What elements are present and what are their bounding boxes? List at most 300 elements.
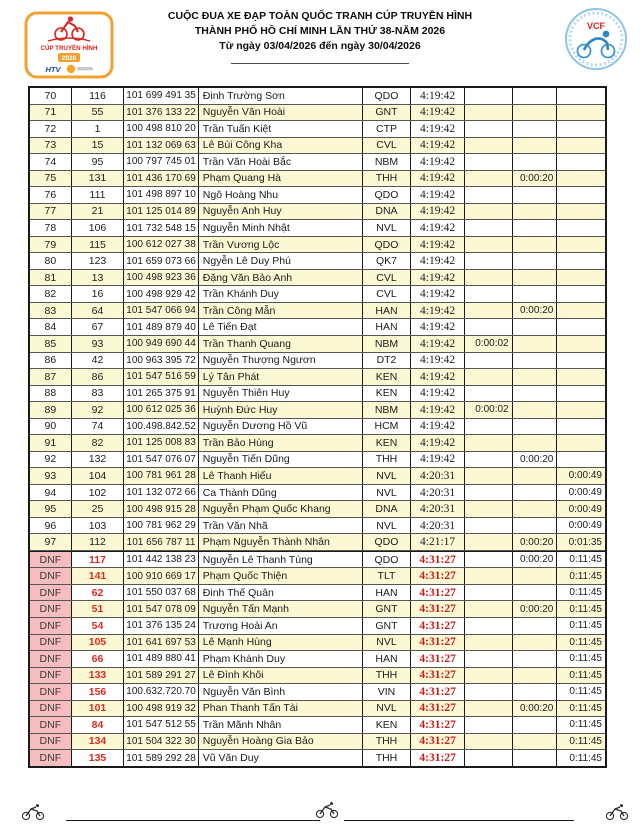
rank-cell: 78 bbox=[30, 220, 72, 236]
gap-total-cell: 0:11:45 bbox=[569, 719, 602, 731]
gap-bonus-cell bbox=[465, 353, 513, 369]
rank-cell: 83 bbox=[30, 303, 72, 319]
uci-id-cell: 101 659 073 66 bbox=[124, 253, 198, 269]
rank-cell: DNF bbox=[30, 601, 72, 617]
team-cell: DT2 bbox=[363, 353, 412, 369]
gap-penalty-cell bbox=[513, 336, 558, 352]
bib-cell: 101 bbox=[72, 701, 125, 717]
bib-cell: 51 bbox=[72, 601, 125, 617]
team-cell: CVL bbox=[363, 286, 412, 302]
uci-id-cell: 100 949 690 44 bbox=[124, 336, 198, 352]
gap-total-cell bbox=[557, 138, 605, 154]
rank-cell: 77 bbox=[30, 204, 72, 220]
uci-id-cell: 100 498 923 36 bbox=[124, 270, 198, 286]
gap-total-cell bbox=[557, 187, 605, 203]
uci-id-cell: 100 612 025 36 bbox=[124, 402, 198, 418]
rank-cell: DNF bbox=[30, 717, 72, 733]
table-row bbox=[30, 684, 605, 701]
gap-penalty-cell bbox=[513, 204, 558, 220]
gap-bonus-cell: 0:00:02 bbox=[465, 336, 513, 352]
name-cell: Trương Hoài An bbox=[199, 618, 363, 634]
gap-bonus-cell bbox=[465, 701, 513, 717]
table-row bbox=[30, 701, 605, 718]
gap-penalty-cell bbox=[513, 88, 558, 104]
gap-total-cell bbox=[557, 105, 605, 121]
gap-bonus-cell bbox=[465, 303, 513, 319]
gap-total-cell: 0:11:45 bbox=[569, 636, 602, 648]
time-cell: 4:31:27 bbox=[411, 717, 465, 733]
time-cell: 4:19:42 bbox=[411, 105, 465, 121]
bib-cell: 13 bbox=[72, 270, 125, 286]
rank-cell: 92 bbox=[30, 452, 72, 468]
gap-bonus-cell bbox=[465, 187, 513, 203]
rank-cell: DNF bbox=[30, 734, 72, 750]
cyclist-icon bbox=[314, 801, 340, 819]
gap-bonus-cell bbox=[465, 105, 513, 121]
table-row bbox=[30, 750, 605, 766]
gap-bonus-cell bbox=[465, 253, 513, 269]
gap-total-cell bbox=[557, 204, 605, 220]
time-cell: 4:20:31 bbox=[411, 518, 465, 534]
time-cell: 4:31:27 bbox=[411, 635, 465, 651]
time-cell: 4:19:42 bbox=[411, 220, 465, 236]
gap-total-cell: 0:11:45 bbox=[569, 735, 602, 747]
table-row bbox=[30, 369, 605, 386]
rank-cell: 97 bbox=[30, 534, 72, 550]
time-cell: 4:19:42 bbox=[411, 286, 465, 302]
team-cell: DNA bbox=[363, 501, 412, 517]
team-cell: QDO bbox=[363, 552, 412, 568]
uci-id-cell: 101 550 037 68 bbox=[124, 585, 198, 601]
table-row bbox=[30, 501, 605, 518]
gap-penalty-cell bbox=[513, 419, 558, 435]
bib-cell: 156 bbox=[72, 684, 125, 700]
bib-cell: 83 bbox=[72, 386, 125, 402]
gap-penalty-cell bbox=[513, 121, 558, 137]
gap-total-cell bbox=[557, 435, 605, 451]
team-cell: NBM bbox=[363, 154, 412, 170]
name-cell: Phạm Khánh Duy bbox=[199, 651, 363, 667]
team-cell: NVL bbox=[363, 220, 412, 236]
time-cell: 4:31:27 bbox=[411, 601, 465, 617]
name-cell: Trần Tuấn Kiệt bbox=[199, 121, 363, 137]
name-cell: Nguyễn Minh Nhật bbox=[199, 220, 363, 236]
uci-id-cell: 100 797 745 01 bbox=[124, 154, 198, 170]
team-cell: KEN bbox=[363, 435, 412, 451]
bib-cell: 131 bbox=[72, 171, 125, 187]
gap-total-cell: 0:00:49 bbox=[568, 487, 602, 499]
gap-total-cell: 0:11:45 bbox=[569, 686, 602, 698]
gap-penalty-cell: 0:00:20 bbox=[513, 601, 558, 617]
time-cell: 4:19:42 bbox=[411, 154, 465, 170]
gap-penalty-cell: 0:00:20 bbox=[513, 552, 558, 568]
uci-id-cell: 101 265 375 91 bbox=[124, 386, 198, 402]
table-row bbox=[30, 402, 605, 419]
team-cell: NBM bbox=[363, 402, 412, 418]
rank-cell: 80 bbox=[30, 253, 72, 269]
team-cell: VIN bbox=[363, 684, 412, 700]
name-cell: Trần Thanh Quang bbox=[199, 336, 363, 352]
uci-id-cell: 101 699 491 35 bbox=[124, 88, 198, 104]
rank-cell: 85 bbox=[30, 336, 72, 352]
time-cell: 4:19:42 bbox=[411, 138, 465, 154]
gap-total-cell: 0:11:45 bbox=[569, 653, 602, 665]
team-cell: GNT bbox=[363, 105, 412, 121]
gap-bonus-cell bbox=[465, 501, 513, 517]
gap-bonus-cell bbox=[465, 452, 513, 468]
name-cell: Ngyễn Lê Duy Phú bbox=[199, 253, 363, 269]
time-cell: 4:20:31 bbox=[411, 468, 465, 484]
table-row bbox=[30, 237, 605, 254]
uci-id-cell: 100 910 669 17 bbox=[124, 568, 198, 584]
gap-bonus-cell bbox=[465, 534, 513, 550]
gap-penalty-cell bbox=[513, 585, 558, 601]
team-cell: KEN bbox=[363, 386, 412, 402]
gap-total-cell: 0:11:45 bbox=[569, 603, 602, 615]
name-cell: Lê Bùi Công Kha bbox=[199, 138, 363, 154]
gap-total-cell: 0:11:45 bbox=[569, 587, 602, 599]
gap-total-cell: 0:11:45 bbox=[569, 752, 602, 764]
table-row bbox=[30, 286, 605, 303]
uci-id-cell: 101 125 014 89 bbox=[124, 204, 198, 220]
gap-total-cell: 0:00:49 bbox=[568, 503, 602, 515]
name-cell: Huỳnh Đức Huy bbox=[199, 402, 363, 418]
gap-bonus-cell bbox=[465, 319, 513, 335]
team-cell: NVL bbox=[363, 485, 412, 501]
name-cell: Phan Thanh Tấn Tài bbox=[199, 701, 363, 717]
gap-penalty-cell bbox=[513, 220, 558, 236]
table-row bbox=[30, 154, 605, 171]
table-row bbox=[30, 435, 605, 452]
name-cell: Trần Công Mẫn bbox=[199, 303, 363, 319]
team-cell: HCM bbox=[363, 419, 412, 435]
table-row bbox=[30, 568, 605, 585]
name-cell: Trần Bảo Hùng bbox=[199, 435, 363, 451]
gap-total-cell bbox=[557, 220, 605, 236]
rank-cell: 94 bbox=[30, 485, 72, 501]
cup-logo-title: CÚP TRUYỀN HÌNH bbox=[40, 45, 98, 52]
gap-penalty-cell bbox=[513, 270, 558, 286]
time-cell: 4:19:42 bbox=[411, 171, 465, 187]
uci-id-cell: 101 656 787 11 bbox=[124, 534, 198, 550]
team-cell: NVL bbox=[363, 701, 412, 717]
gap-penalty-cell bbox=[513, 485, 558, 501]
rank-cell: 91 bbox=[30, 435, 72, 451]
gap-bonus-cell bbox=[465, 717, 513, 733]
time-cell: 4:19:42 bbox=[411, 88, 465, 104]
gap-bonus-cell bbox=[465, 88, 513, 104]
htv-cup-logo bbox=[24, 11, 114, 81]
uci-id-cell: 100 781 961 28 bbox=[124, 468, 198, 484]
gap-bonus-cell bbox=[465, 270, 513, 286]
gap-total-cell bbox=[557, 171, 605, 187]
table-row bbox=[30, 534, 605, 551]
time-cell: 4:19:42 bbox=[411, 204, 465, 220]
team-cell: CVL bbox=[363, 270, 412, 286]
rank-cell: 93 bbox=[30, 468, 72, 484]
name-cell: Phạm Quốc Thiện bbox=[199, 568, 363, 584]
gap-bonus-cell bbox=[465, 468, 513, 484]
time-cell: 4:31:27 bbox=[411, 651, 465, 667]
gap-total-cell bbox=[557, 286, 605, 302]
table-row bbox=[30, 734, 605, 751]
gap-penalty-cell bbox=[513, 684, 558, 700]
bib-cell: 64 bbox=[72, 303, 125, 319]
team-cell: THH bbox=[363, 668, 412, 684]
team-cell: GNT bbox=[363, 618, 412, 634]
name-cell: Nguyễn Văn Hoài bbox=[199, 105, 363, 121]
rank-cell: 72 bbox=[30, 121, 72, 137]
name-cell: Nguyễn Phạm Quốc Khang bbox=[199, 501, 363, 517]
time-cell: 4:31:27 bbox=[411, 585, 465, 601]
gap-total-cell bbox=[557, 452, 605, 468]
name-cell: Nguyễn Tiến Dũng bbox=[199, 452, 363, 468]
table-row bbox=[30, 668, 605, 685]
team-cell: THH bbox=[363, 750, 412, 766]
bib-cell: 62 bbox=[72, 585, 125, 601]
gap-total-cell bbox=[557, 303, 605, 319]
table-row bbox=[30, 601, 605, 618]
uci-id-cell: 101 547 066 94 bbox=[124, 303, 198, 319]
gap-bonus-cell bbox=[465, 121, 513, 137]
gap-total-cell: 0:00:49 bbox=[568, 470, 602, 482]
name-cell: Phạm Quang Hà bbox=[199, 171, 363, 187]
team-cell: QDO bbox=[363, 237, 412, 253]
uci-id-cell: 101 442 138 23 bbox=[124, 552, 198, 568]
results-table bbox=[28, 86, 607, 768]
table-row bbox=[30, 485, 605, 502]
bib-cell: 84 bbox=[72, 717, 125, 733]
name-cell: Phạm Nguyễn Thành Nhân bbox=[199, 534, 363, 550]
time-cell: 4:19:42 bbox=[411, 353, 465, 369]
rank-cell: 79 bbox=[30, 237, 72, 253]
gap-penalty-cell bbox=[513, 353, 558, 369]
signature-line-left bbox=[66, 820, 320, 821]
uci-id-cell: 100 498 919 32 bbox=[124, 701, 198, 717]
name-cell: Ca Thành Dũng bbox=[199, 485, 363, 501]
team-cell: DNA bbox=[363, 204, 412, 220]
gap-total-cell: 0:11:45 bbox=[569, 669, 602, 681]
bib-cell: 116 bbox=[72, 88, 125, 104]
rank-cell: 76 bbox=[30, 187, 72, 203]
gap-bonus-cell bbox=[465, 485, 513, 501]
time-cell: 4:19:42 bbox=[411, 121, 465, 137]
uci-id-cell: 100 781 962 29 bbox=[124, 518, 198, 534]
name-cell: Đặng Văn Bảo Anh bbox=[199, 270, 363, 286]
gap-bonus-cell bbox=[465, 369, 513, 385]
name-cell: Trần Văn Hoài Bắc bbox=[199, 154, 363, 170]
rank-cell: 75 bbox=[30, 171, 72, 187]
gap-bonus-cell bbox=[465, 286, 513, 302]
team-cell: QDO bbox=[363, 187, 412, 203]
bib-cell: 1 bbox=[72, 121, 125, 137]
gap-total-cell bbox=[557, 154, 605, 170]
gap-bonus-cell bbox=[465, 668, 513, 684]
time-cell: 4:19:42 bbox=[411, 386, 465, 402]
bib-cell: 66 bbox=[72, 651, 125, 667]
header bbox=[140, 9, 500, 54]
name-cell: Đinh Thế Quân bbox=[199, 585, 363, 601]
rank-cell: DNF bbox=[30, 684, 72, 700]
name-cell: Lê Mạnh Hùng bbox=[199, 635, 363, 651]
table-row bbox=[30, 270, 605, 287]
gap-total-cell bbox=[557, 237, 605, 253]
table-row bbox=[30, 635, 605, 652]
name-cell: Lê Đình Khôi bbox=[199, 668, 363, 684]
gap-bonus-cell bbox=[465, 518, 513, 534]
gap-total-cell bbox=[557, 253, 605, 269]
rank-cell: 86 bbox=[30, 353, 72, 369]
time-cell: 4:20:31 bbox=[411, 501, 465, 517]
time-cell: 4:19:42 bbox=[411, 402, 465, 418]
gap-bonus-cell bbox=[465, 138, 513, 154]
bib-cell: 82 bbox=[72, 435, 125, 451]
team-cell: TLT bbox=[363, 568, 412, 584]
gap-penalty-cell: 0:00:20 bbox=[513, 171, 558, 187]
uci-id-cell: 101 732 548 15 bbox=[124, 220, 198, 236]
gap-bonus-cell bbox=[465, 750, 513, 766]
cup-logo-year: 2026 bbox=[61, 55, 77, 62]
team-cell: CVL bbox=[363, 138, 412, 154]
gap-total-cell bbox=[557, 121, 605, 137]
rank-cell: DNF bbox=[30, 568, 72, 584]
bib-cell: 54 bbox=[72, 618, 125, 634]
gap-bonus-cell bbox=[465, 618, 513, 634]
gap-bonus-cell bbox=[465, 684, 513, 700]
table-row bbox=[30, 88, 605, 105]
gap-bonus-cell bbox=[465, 435, 513, 451]
table-row bbox=[30, 138, 605, 155]
name-cell: Nguyễn Văn Bình bbox=[199, 684, 363, 700]
time-cell: 4:31:27 bbox=[411, 701, 465, 717]
gap-bonus-cell bbox=[465, 171, 513, 187]
gap-penalty-cell bbox=[513, 319, 558, 335]
bib-cell: 141 bbox=[72, 568, 125, 584]
gap-penalty-cell bbox=[513, 635, 558, 651]
name-cell: Trần Vương Lộc bbox=[199, 237, 363, 253]
gap-penalty-cell bbox=[513, 105, 558, 121]
name-cell: Nguyễn Tấn Mạnh bbox=[199, 601, 363, 617]
bib-cell: 135 bbox=[72, 750, 125, 766]
bib-cell: 103 bbox=[72, 518, 125, 534]
team-cell: GNT bbox=[363, 601, 412, 617]
uci-id-cell: 101 547 516 59 bbox=[124, 369, 198, 385]
name-cell: Nguyễn Thượng Ngươn bbox=[199, 353, 363, 369]
name-cell: Lê Thanh Hiếu bbox=[199, 468, 363, 484]
team-cell: QK7 bbox=[363, 253, 412, 269]
uci-id-cell: 100.632.720.70 bbox=[124, 684, 198, 700]
team-cell: QDO bbox=[363, 88, 412, 104]
team-cell: KEN bbox=[363, 717, 412, 733]
bib-cell: 67 bbox=[72, 319, 125, 335]
rank-cell: 87 bbox=[30, 369, 72, 385]
table-row bbox=[30, 618, 605, 635]
time-cell: 4:19:42 bbox=[411, 452, 465, 468]
team-cell: HAN bbox=[363, 651, 412, 667]
time-cell: 4:19:42 bbox=[411, 253, 465, 269]
team-cell: QDO bbox=[363, 534, 412, 550]
gap-bonus-cell bbox=[465, 204, 513, 220]
rank-cell: 84 bbox=[30, 319, 72, 335]
time-cell: 4:31:27 bbox=[411, 568, 465, 584]
gap-penalty-cell bbox=[513, 734, 558, 750]
time-cell: 4:31:27 bbox=[411, 684, 465, 700]
uci-id-cell: 100 498 915 28 bbox=[124, 501, 198, 517]
gap-bonus-cell bbox=[465, 585, 513, 601]
name-cell: Trần Văn Nhã bbox=[199, 518, 363, 534]
uci-id-cell: 101 498 897 10 bbox=[124, 187, 198, 203]
bib-cell: 42 bbox=[72, 353, 125, 369]
gap-penalty-cell bbox=[513, 386, 558, 402]
table-row bbox=[30, 585, 605, 602]
uci-id-cell: 101 436 170 69 bbox=[124, 171, 198, 187]
time-cell: 4:21:17 bbox=[411, 534, 465, 550]
gap-penalty-cell: 0:00:20 bbox=[513, 452, 558, 468]
rank-cell: DNF bbox=[30, 552, 72, 568]
rank-cell: 70 bbox=[30, 88, 72, 104]
team-cell: NVL bbox=[363, 635, 412, 651]
uci-id-cell: 100.498.842.52 bbox=[124, 419, 198, 435]
team-cell: HAN bbox=[363, 585, 412, 601]
signature-line-right bbox=[344, 820, 574, 821]
time-cell: 4:31:27 bbox=[411, 552, 465, 568]
gap-penalty-cell bbox=[513, 468, 558, 484]
bib-cell: 15 bbox=[72, 138, 125, 154]
team-cell: HAN bbox=[363, 303, 412, 319]
bib-cell: 95 bbox=[72, 154, 125, 170]
time-cell: 4:19:42 bbox=[411, 237, 465, 253]
gap-bonus-cell bbox=[465, 419, 513, 435]
gap-penalty-cell bbox=[513, 402, 558, 418]
rank-cell: DNF bbox=[30, 701, 72, 717]
gap-total-cell bbox=[557, 270, 605, 286]
rank-cell: DNF bbox=[30, 618, 72, 634]
bib-cell: 25 bbox=[72, 501, 125, 517]
gap-bonus-cell bbox=[465, 601, 513, 617]
gap-total-cell: 0:11:45 bbox=[569, 702, 602, 714]
table-row bbox=[30, 717, 605, 734]
time-cell: 4:19:42 bbox=[411, 303, 465, 319]
bib-cell: 111 bbox=[72, 187, 125, 203]
gap-penalty-cell bbox=[513, 369, 558, 385]
time-cell: 4:31:27 bbox=[411, 668, 465, 684]
rank-cell: 71 bbox=[30, 105, 72, 121]
gap-bonus-cell bbox=[465, 552, 513, 568]
rank-cell: 95 bbox=[30, 501, 72, 517]
gap-total-cell bbox=[557, 402, 605, 418]
bib-cell: 123 bbox=[72, 253, 125, 269]
gap-bonus-cell bbox=[465, 386, 513, 402]
gap-total-cell bbox=[557, 386, 605, 402]
gap-penalty-cell bbox=[513, 717, 558, 733]
uci-id-cell: 101 589 292 28 bbox=[124, 750, 198, 766]
uci-id-cell: 100 963 395 72 bbox=[124, 353, 198, 369]
time-cell: 4:31:27 bbox=[411, 750, 465, 766]
uci-id-cell: 101 125 008 83 bbox=[124, 435, 198, 451]
time-cell: 4:19:42 bbox=[411, 270, 465, 286]
team-cell: THH bbox=[363, 452, 412, 468]
cyclist-icon bbox=[20, 803, 46, 821]
gap-total-cell bbox=[557, 88, 605, 104]
team-cell: HAN bbox=[363, 319, 412, 335]
time-cell: 4:19:42 bbox=[411, 187, 465, 203]
bib-cell: 134 bbox=[72, 734, 125, 750]
table-row bbox=[30, 105, 605, 122]
gap-penalty-cell bbox=[513, 154, 558, 170]
uci-id-cell: 101 547 076 07 bbox=[124, 452, 198, 468]
table-row bbox=[30, 171, 605, 188]
bib-cell: 93 bbox=[72, 336, 125, 352]
